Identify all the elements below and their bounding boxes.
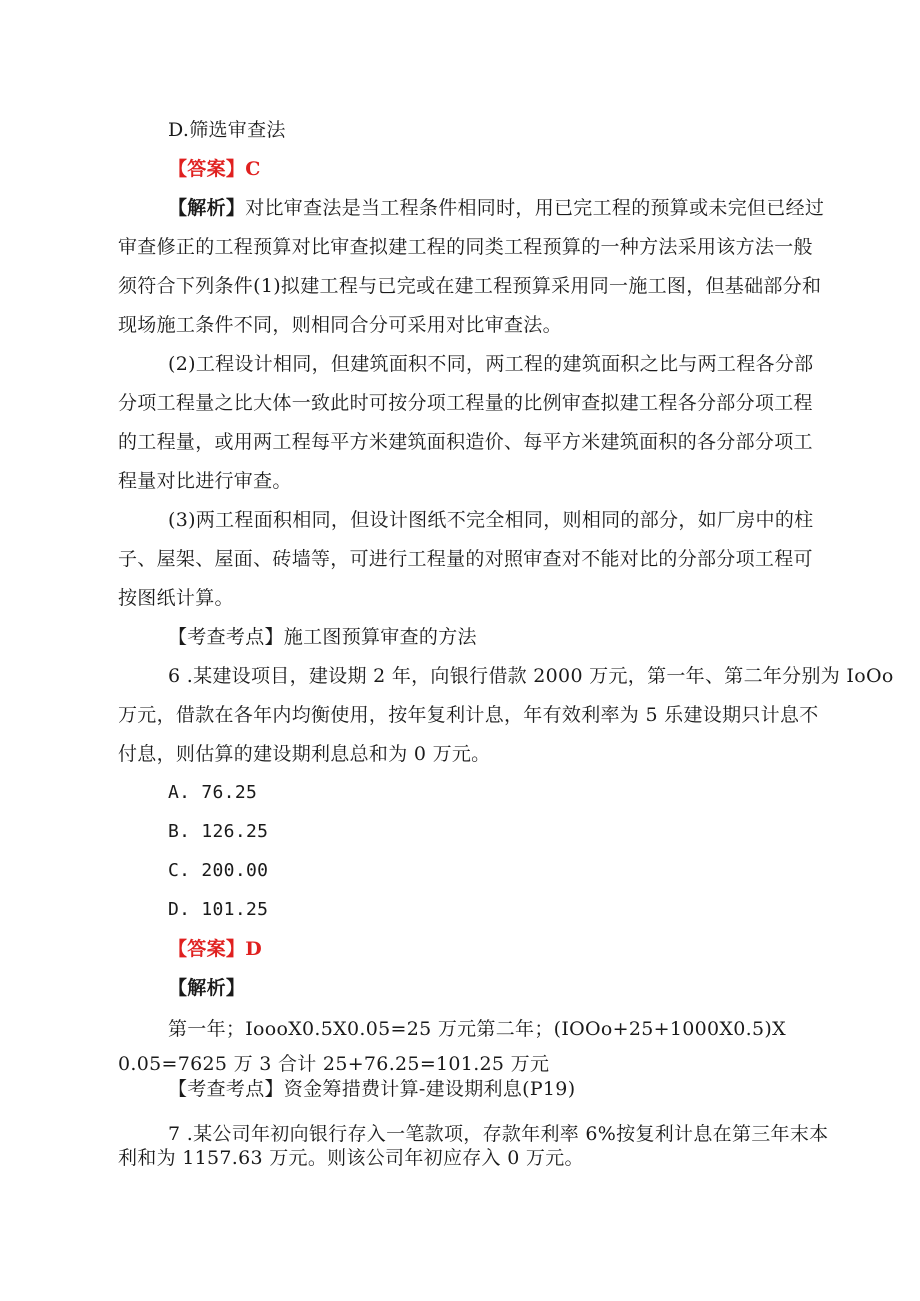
q5-answer-tag: 【答案】 (168, 158, 246, 180)
q6-option-c: C. 200.00 (168, 860, 269, 881)
q5-exam-point: 【考查考点】施工图预算审查的方法 (168, 626, 477, 648)
q6-calc-line-1: 第一年；IoooX0.5X0.05=25 万元第二年；(IOOo+25+1000X0.5)X (168, 1018, 786, 1040)
q5-analysis-line-3: 须符合下列条件(1)拟建工程与已完或在建工程预算采用同一施工图，但基础部分和 (118, 275, 822, 297)
q6-answer-tag: 【答案】 (168, 938, 246, 960)
q7-question-line-2: 利和为 1157.63 万元。则该公司年初应存入 0 万元。 (118, 1147, 584, 1169)
q5-para2-line-3: 的工程量，或用两工程每平方米建筑面积造价、每平方米建筑面积的各分部分项工 (118, 431, 813, 453)
q5-analysis-line-4: 现场施工条件不同，则相同合分可采用对比审查法。 (118, 314, 562, 336)
q6-question-line-3: 付息，则估算的建设期利息总和为 0 万元。 (118, 743, 491, 765)
q5-para2-line-1: (2)工程设计相同，但建筑面积不同，两工程的建筑面积之比与两工程各分部 (168, 353, 814, 375)
q7-question-line-1: 7 .某公司年初向银行存入一笔款项，存款年利率 6%按复利计息在第三年末本 (168, 1123, 829, 1145)
q5-option-d: D.筛选审查法 (168, 119, 286, 141)
q5-para3-line-2: 子、屋架、屋面、砖墙等，可进行工程量的对照审查对不能对比的分部分项工程可 (118, 548, 813, 570)
q5-analysis-tag: 【解析】 (168, 197, 246, 219)
q5-analysis-line-2: 审查修正的工程预算对比审查拟建工程的同类工程预算的一种方法采用该方法一般 (118, 236, 813, 258)
q5-answer (168, 156, 261, 182)
q5-para2-line-4: 程量对比进行审查。 (118, 470, 292, 492)
q6-question-line-1: 6 .某建设项目，建设期 2 年，向银行借款 2000 万元，第一年、第二年分别为 IoOo (168, 665, 894, 687)
q6-analysis-tag: 【解析】 (168, 977, 246, 999)
q5-answer-value: C (245, 158, 261, 180)
q6-answer (168, 936, 262, 962)
q6-calc-line-2: 0.05=7625 万 3 合计 25+76.25=101.25 万元 (118, 1053, 550, 1075)
q5-analysis-text-1: 对比审查法是当工程条件相同时，用已完工程的预算或未完但已经过 (245, 197, 825, 219)
q5-para3-line-1: (3)两工程面积相同，但设计图纸不完全相同，则相同的部分，如厂房中的柱 (168, 509, 814, 531)
q6-question-line-2: 万元，借款在各年内均衡使用，按年复利计息，年有效利率为 5 乐建设期只计息不 (118, 704, 819, 726)
q6-option-b: B. 126.25 (168, 821, 269, 842)
q5-analysis-line-1 (168, 195, 824, 221)
q5-para2-line-2: 分项工程量之比大体一致此时可按分项工程量的比例审查拟建工程各分部分项工程 (118, 392, 813, 414)
q6-exam-point: 【考查考点】资金筹措费计算-建设期利息(P19) (168, 1078, 576, 1100)
q6-answer-value: D (245, 938, 262, 960)
q6-option-d: D. 101.25 (168, 899, 269, 920)
q5-para3-line-3: 按图纸计算。 (118, 587, 234, 609)
q6-option-a: A. 76.25 (168, 782, 258, 803)
